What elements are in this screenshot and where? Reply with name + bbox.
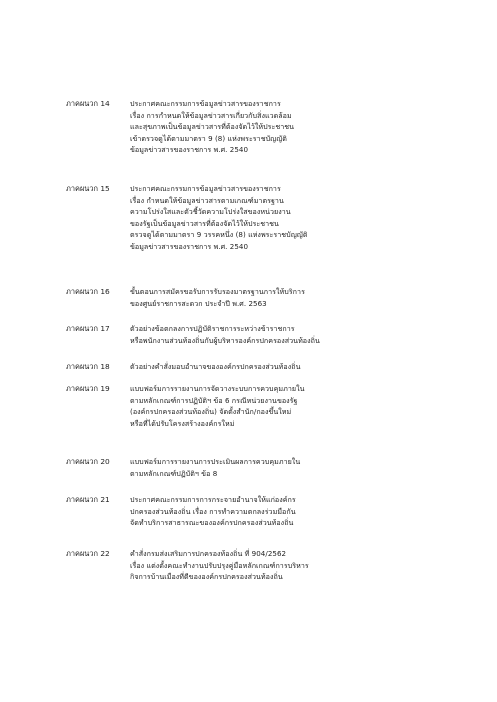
description-line: จัดทำบริการสาธารณะขององค์กรปกครองส่วนท้องถิ่น	[130, 518, 294, 528]
appendix-description	[130, 183, 430, 253]
appendix-label: ภาคผนวก 18	[66, 362, 110, 371]
appendix-description	[130, 494, 430, 529]
description-line: ของศูนย์ราชการสะดวก ประจำปี พ.ศ. 2563	[130, 298, 267, 308]
description-line: ประกาศคณะกรรมการข้อมูลข่าวสารของราชการ	[130, 184, 281, 193]
description-line: ปกครองส่วนท้องถิ่น เรื่อง การทำความตกลงร่วมมือกัน	[130, 506, 296, 516]
appendix-label: ภาคผนวก 16	[66, 287, 110, 296]
description-line: ขั้นตอนการสมัครขอรับการรับรองมาตรฐานการให้บริการ	[130, 287, 305, 296]
appendix-description	[130, 323, 430, 346]
description-line: ตามหลักเกณฑ์การปฏิบัติฯ ข้อ 6 กรณีหน่วยงานของรัฐ	[130, 395, 298, 405]
appendix-label: ภาคผนวก 17	[66, 324, 110, 333]
description-line: ตัวอย่างข้อตกลงการปฏิบัติราชการระหว่างข้าราชการ	[130, 324, 295, 333]
appendix-label: ภาคผนวก 22	[66, 549, 110, 558]
appendix-description	[130, 383, 430, 429]
appendix-description	[130, 286, 430, 309]
appendix-label: ภาคผนวก 14	[66, 99, 110, 108]
description-line: ตามหลักเกณฑ์ปฏิบัติฯ ข้อ 8	[130, 468, 218, 478]
description-line: แบบฟอร์มการรายงานการจัดวางระบบการควบคุมภายใน	[130, 384, 305, 393]
description-line: ประกาศคณะกรรมการข้อมูลข่าวสารของราชการ	[130, 99, 281, 108]
description-line: ข้อมูลข่าวสารของราชการ พ.ศ. 2540	[130, 241, 249, 251]
description-line: ของรัฐเป็นข้อมูลข่าวสารที่ต้องจัดไว้ให้ประชาชน	[130, 218, 279, 228]
appendix-description	[130, 98, 430, 156]
appendix-description	[130, 548, 430, 583]
appendix-label: ภาคผนวก 21	[66, 495, 110, 504]
description-line: หรือที่ได้ปรับโครงสร้างองค์กรใหม่	[130, 418, 235, 428]
description-line: แบบฟอร์มการรายงานการประเมินผลการควบคุมภายใน	[130, 457, 301, 466]
description-line: ความโปร่งใสและตัวชี้วัดความโปร่งใสของหน่วยงาน	[130, 207, 291, 217]
description-line: (องค์กรปกครองส่วนท้องถิ่น) จัดตั้งสำนัก/กองขึ้นใหม่	[130, 407, 292, 417]
description-line: ข้อมูลข่าวสารของราชการ พ.ศ. 2540	[130, 145, 249, 155]
description-line: เรื่อง แต่งตั้งคณะทำงานปรับปรุงคู่มือหลักเกณฑ์การบริหาร	[130, 560, 309, 570]
description-line: เข้าตรวจดูได้ตามมาตรา 9 (8) แห่งพระราชบัญญัติ	[130, 133, 287, 143]
description-line: หรือพนักงานส่วนท้องถิ่นกับผู้บริหารองค์กรปกครองส่วนท้องถิ่น	[130, 335, 320, 345]
description-line: คำสั่งกรมส่งเสริมการปกครองท้องถิ่น ที่ 904/2562	[130, 549, 287, 558]
description-line: เรื่อง กำหนดให้ข้อมูลข่าวสารตามเกณฑ์มาตรฐาน	[130, 195, 284, 205]
appendix-description	[130, 456, 430, 479]
appendix-label: ภาคผนวก 19	[66, 384, 110, 393]
appendix-label: ภาคผนวก 15	[66, 184, 110, 193]
description-line: และสุขภาพเป็นข้อมูลข่าวสารที่ต้องจัดไว้ให้ประชาชน	[130, 122, 295, 132]
appendix-label: ภาคผนวก 20	[66, 457, 110, 466]
description-line: กิจการบ้านเมืองที่ดีขององค์กรปกครองส่วนท้องถิ่น	[130, 572, 283, 582]
description-line: ตรวจดูได้ตามมาตรา 9 วรรคหนึ่ง (8) แห่งพระราชบัญญัติ	[130, 230, 308, 240]
description-line: เรื่อง การกำหนดให้ข้อมูลข่าวสารเกี่ยวกับสิ่งแวดล้อม	[130, 110, 292, 120]
description-line: ตัวอย่างคำสั่งมอบอำนาจขององค์กรปกครองส่วนท้องถิ่น	[130, 362, 301, 371]
description-line: ประกาศคณะกรรมการการกระจายอำนาจให้แก่องค์กร	[130, 495, 296, 504]
appendix-description	[130, 361, 430, 373]
